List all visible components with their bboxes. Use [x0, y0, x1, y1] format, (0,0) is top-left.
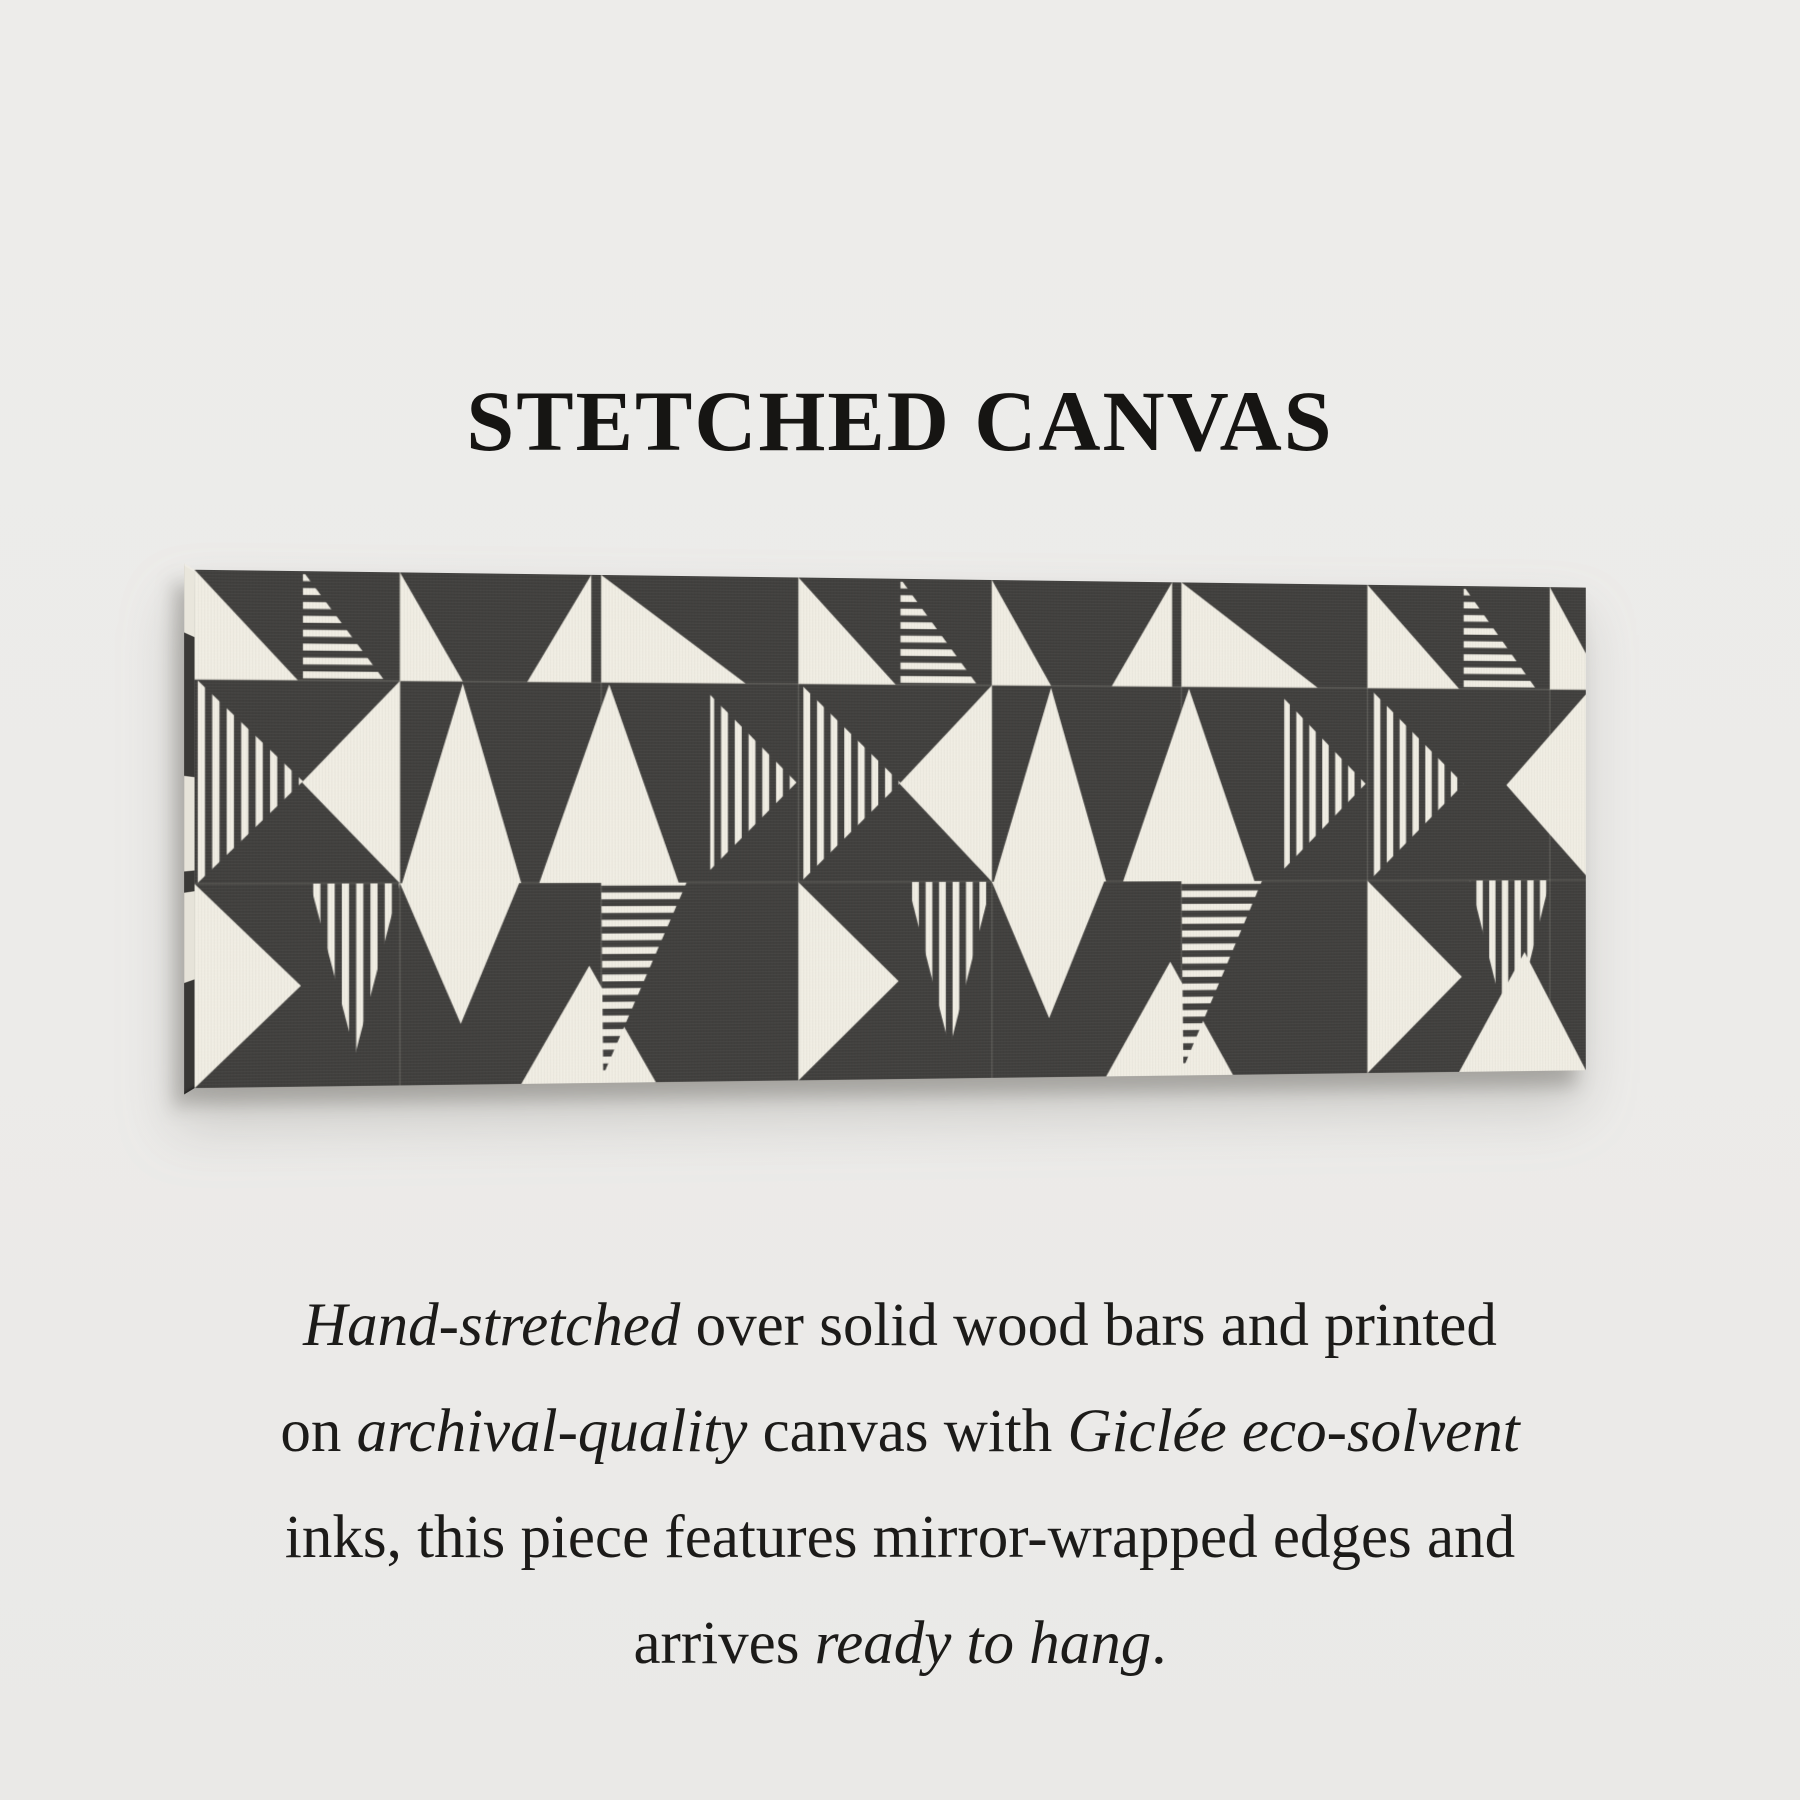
product-description [0, 1273, 1800, 1697]
description-line: Hand-stretched over solid wood bars and printed [303, 1292, 1497, 1359]
canvas-mockup [215, 579, 1615, 1079]
description-line: inks, this piece features mirror-wrapped edges and [284, 1504, 1516, 1571]
stretched-canvas [195, 570, 1586, 1088]
geometric-pattern-artwork [195, 570, 1586, 1088]
canvas-front-face [195, 570, 1586, 1088]
canvas-side-edge [184, 563, 194, 1094]
description-line: arrives ready to hang. [633, 1610, 1167, 1677]
description-line: on archival-quality canvas with Giclée eco-solvent [280, 1398, 1520, 1465]
page-title: STETCHED CANVAS [466, 372, 1334, 469]
